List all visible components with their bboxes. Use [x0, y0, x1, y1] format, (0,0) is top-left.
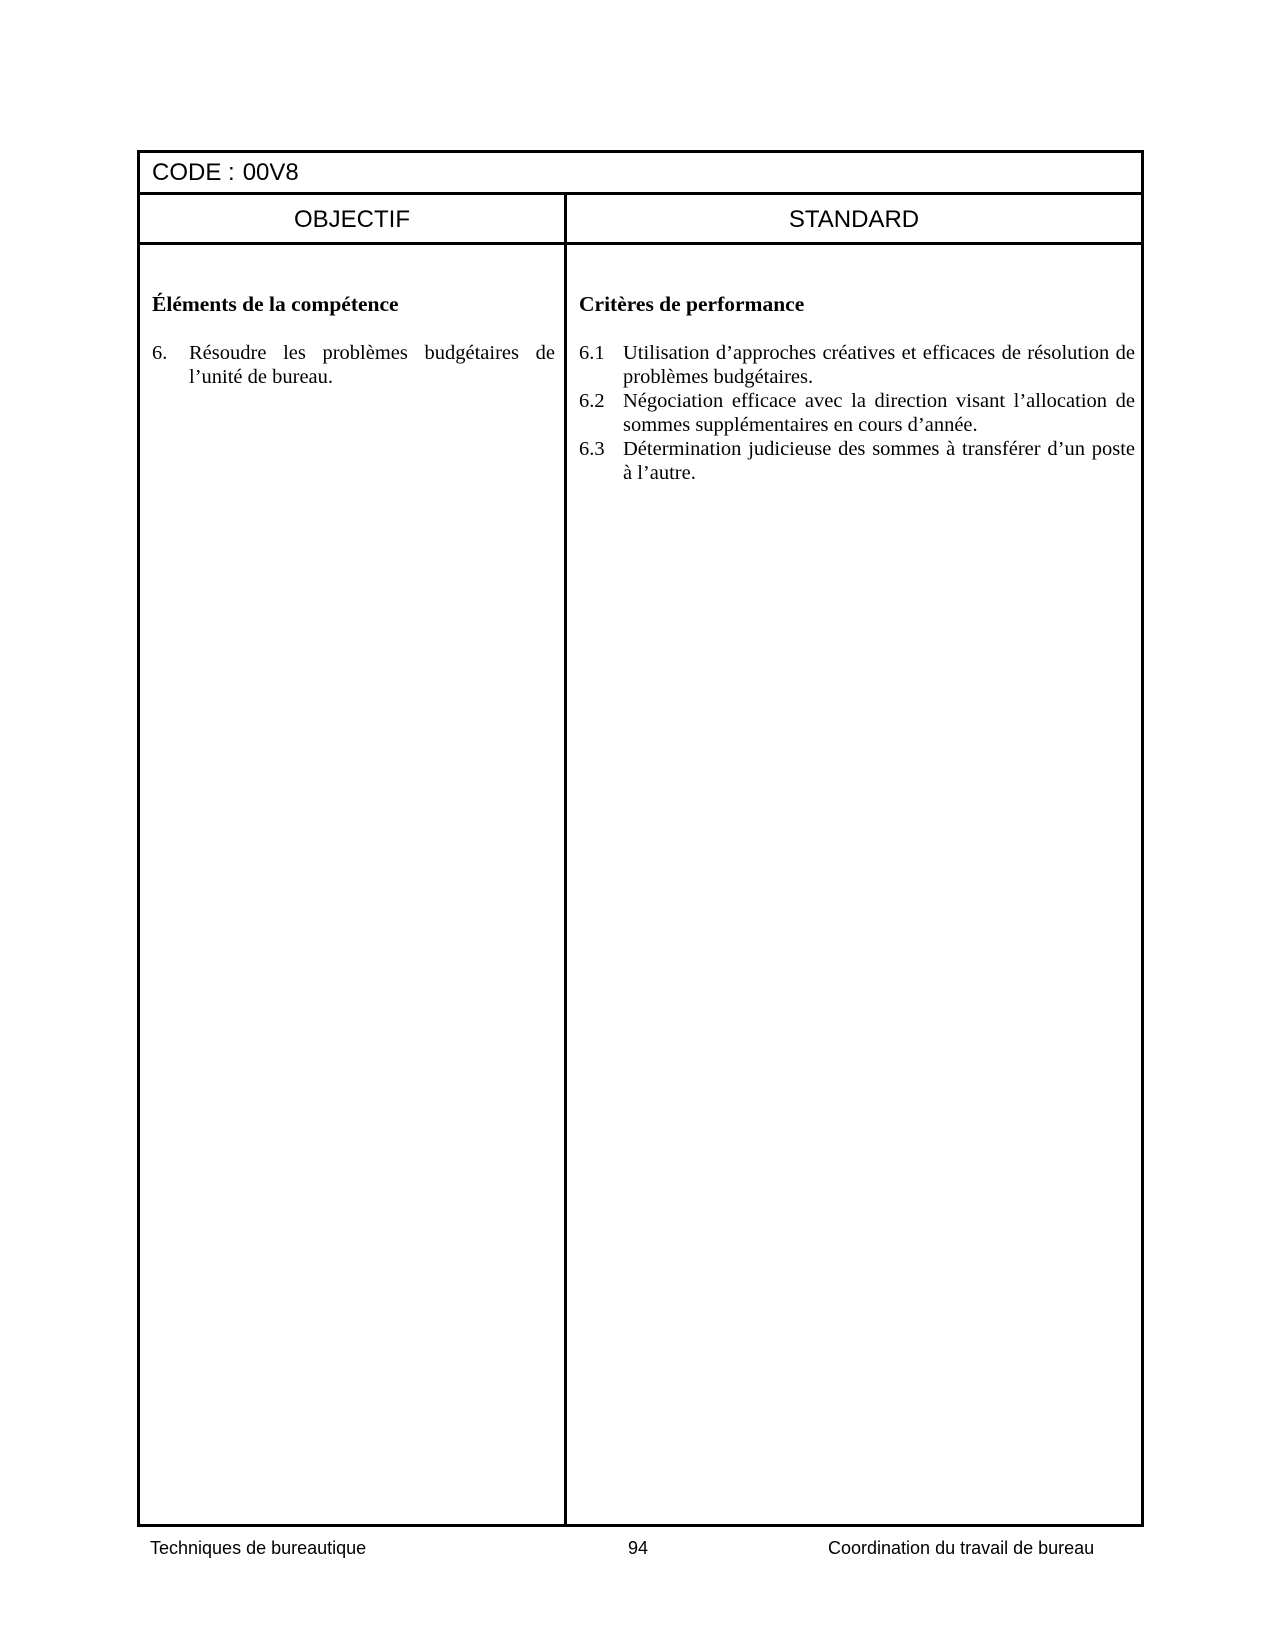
- criterion-number: 6.3: [579, 438, 605, 460]
- element-text: Résoudre les problèmes budgétaires de l’unité de bureau.: [189, 342, 555, 388]
- criterion-text: Négociation efficace avec la direction visant l’allocation de sommes supplémentaires en cours d’année.: [623, 390, 1135, 436]
- table-header-row: [140, 195, 1141, 245]
- criterion-item: [579, 389, 1135, 437]
- objectif-column: [152, 245, 555, 1524]
- criterion-number: 6.1: [579, 342, 605, 364]
- criterion-text: Utilisation d’approches créatives et efficaces de résolution de problèmes budgétaires.: [623, 342, 1135, 388]
- footer-module: Coordination du travail de bureau: [828, 1538, 1095, 1558]
- standard-header: STANDARD: [788, 206, 920, 233]
- objectif-header: OBJECTIF: [293, 206, 410, 233]
- competency-table: [137, 150, 1144, 1527]
- criterion-item: [579, 341, 1135, 389]
- code-row: [140, 153, 1141, 195]
- elements-title: Éléments de la compétence: [152, 292, 399, 316]
- criteria-title: Critères de performance: [579, 292, 805, 316]
- standard-column: [579, 245, 1135, 1524]
- column-divider: [564, 195, 567, 1524]
- page-number: 94: [628, 1538, 649, 1558]
- element-item: [152, 341, 555, 389]
- criterion-item: [579, 437, 1135, 485]
- element-number: 6.: [152, 342, 168, 364]
- code-label: CODE :: [152, 159, 235, 186]
- criterion-text: Détermination judicieuse des sommes à transférer d’un poste à l’autre.: [623, 438, 1135, 484]
- code-value: 00V8: [242, 159, 299, 186]
- criterion-number: 6.2: [579, 390, 605, 412]
- footer-program: Techniques de bureautique: [150, 1538, 367, 1558]
